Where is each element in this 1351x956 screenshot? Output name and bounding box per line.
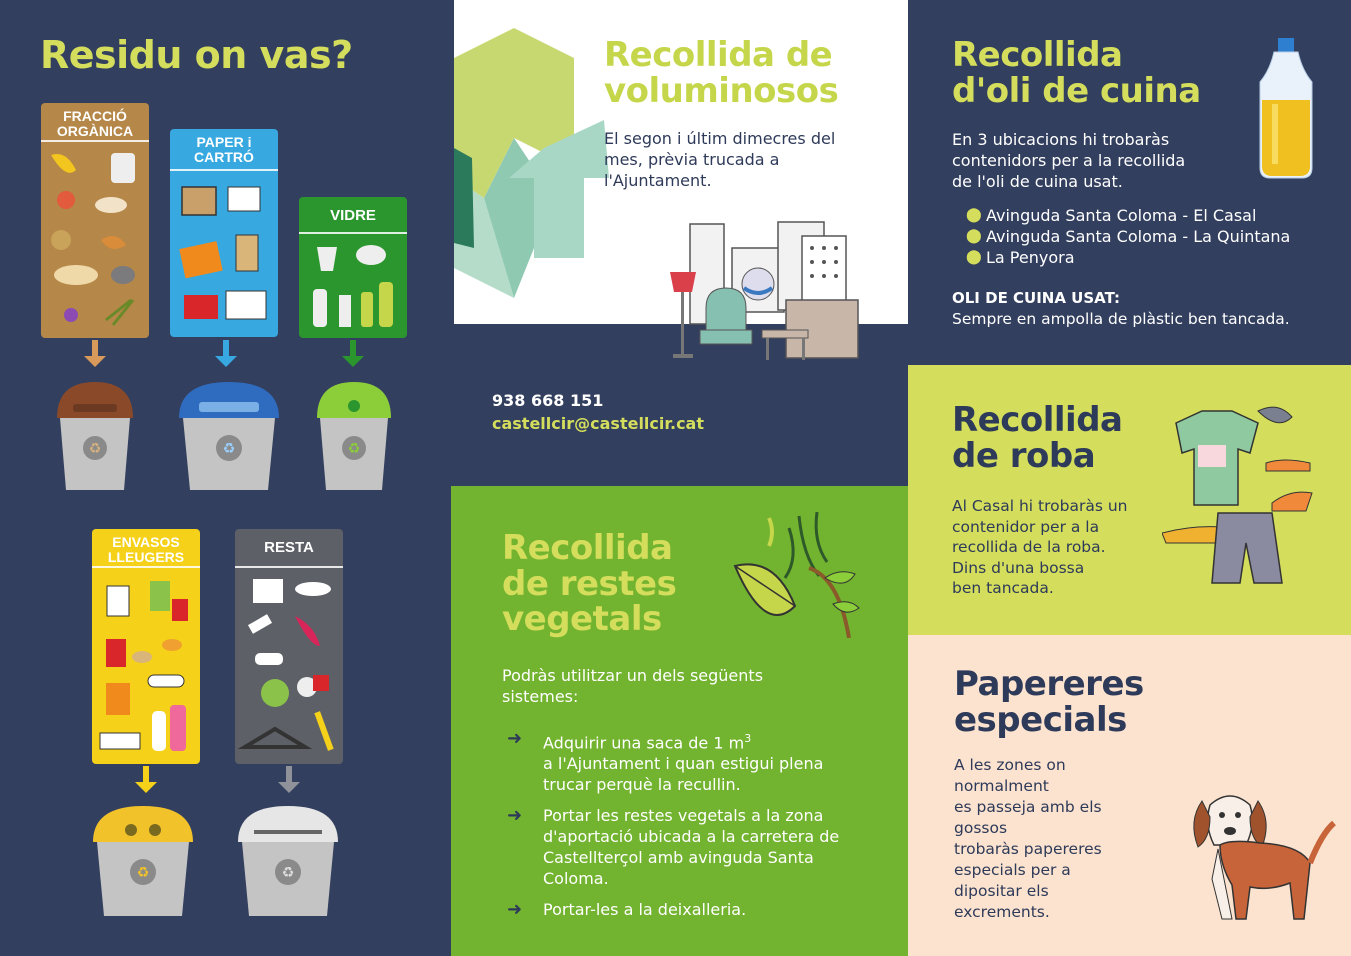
vegetals-panel — [451, 486, 908, 956]
oli-title: Recollida d'oli de cuina — [952, 35, 1201, 111]
vegetals-item — [507, 899, 887, 920]
clothes-icon — [1162, 403, 1322, 599]
vegetals-item-sup: 3 — [744, 732, 752, 745]
vegetals-item — [507, 728, 887, 795]
contact-phone[interactable]: 938 668 151 — [492, 391, 604, 410]
bag-label-vidre: VIDRE — [330, 207, 376, 224]
vegetals-item-rest: a l'Ajuntament i quan estigui plena trucar perquè la recullin. — [543, 754, 824, 795]
rest-waste-icon — [235, 571, 343, 761]
bag-label-envasos: ENVASOS LLEUGERS — [107, 534, 185, 565]
dog-icon — [1178, 785, 1338, 935]
svg-text:♻: ♻ — [222, 441, 236, 457]
papereres-body: A les zones on normalment es passeja amb els gossos trobaràs papereres especials per a dipositar els excrements. — [954, 756, 1102, 921]
arrow-down-icon — [338, 340, 368, 368]
roba-body: Al Casal hi trobaràs un contenidor per a la recollida de la roba. Dins d'una bossa ben tancada. — [952, 497, 1128, 597]
arrow-right-icon: ➜ — [507, 728, 523, 749]
organic-waste-icon — [41, 145, 149, 335]
bag-vidre — [299, 197, 407, 338]
arrow-right-icon: ➜ — [507, 805, 523, 827]
residu-title: Residu on vas? — [40, 33, 353, 77]
vegetals-item-text: Portar les restes vegetals a la zona d'aportació ubicada a la carretera de Castellterçol amb avinguda Santa Coloma. — [543, 806, 840, 889]
arrow-down-icon — [80, 340, 110, 368]
location-pin-icon: ⬤ — [966, 249, 982, 265]
recycle-arrows-icon — [454, 28, 624, 324]
green-bin-icon — [315, 380, 393, 495]
arrow-right-icon: ➜ — [507, 899, 523, 921]
bag-organica — [41, 103, 149, 338]
roba-title: Recollida de roba — [952, 400, 1123, 476]
bulky-furniture-icon — [668, 218, 864, 363]
oli-location — [966, 247, 1290, 268]
bag-label-paper: PAPER i CARTRÓ — [194, 134, 254, 165]
voluminosos-body: El segon i últim dimecres del mes, prèvia trucada a l'Ajuntament. — [604, 129, 836, 190]
vegetals-item-text: Portar-les a la deixalleria. — [543, 900, 747, 920]
packaging-waste-icon — [92, 571, 200, 761]
bag-resta — [235, 529, 343, 764]
oli-body: En 3 ubicacions hi trobaràs contenidors per a la recollida de l'oli de cuina usat. — [952, 130, 1186, 191]
svg-text:♻: ♻ — [136, 865, 150, 881]
oli-location-text: Avinguda Santa Coloma - El Casal — [986, 206, 1257, 225]
papereres-panel — [908, 635, 1351, 956]
paper-waste-icon — [170, 175, 278, 335]
oil-bottle-icon — [1258, 38, 1314, 180]
contact-email[interactable]: castellcir@castellcir.cat — [492, 414, 704, 433]
svg-text:♻: ♻ — [88, 441, 102, 457]
arrow-down-icon — [274, 766, 304, 794]
oli-locations — [966, 205, 1290, 268]
yellow-bin-icon — [91, 804, 196, 919]
location-pin-icon: ⬤ — [966, 207, 982, 223]
oli-note-body: Sempre en ampolla de plàstic ben tancada. — [952, 310, 1290, 328]
arrow-down-icon — [131, 766, 161, 794]
svg-text:♻: ♻ — [347, 441, 361, 457]
bag-label-resta: RESTA — [264, 539, 314, 556]
grey-bin-icon — [236, 804, 341, 919]
brown-bin-icon — [55, 380, 135, 495]
svg-text:♻: ♻ — [281, 865, 295, 881]
bag-label-organica: FRACCIÓ ORGÀNICA — [56, 108, 134, 139]
vegetals-item — [507, 805, 887, 889]
vegetals-title: Recollida de restes vegetals — [502, 528, 677, 640]
leaves-icon — [729, 508, 865, 638]
vegetals-intro: Podràs utilitzar un dels següents sistemes: — [502, 666, 764, 706]
oli-location — [966, 226, 1290, 247]
oli-location-text: Avinguda Santa Coloma - La Quintana — [986, 227, 1291, 246]
blue-bin-icon — [177, 380, 282, 495]
oli-location — [966, 205, 1290, 226]
vegetals-list — [507, 728, 887, 920]
arrow-down-icon — [211, 340, 241, 368]
papereres-title: Papereres especials — [954, 664, 1144, 740]
glass-waste-icon — [299, 237, 407, 337]
location-pin-icon: ⬤ — [966, 228, 982, 244]
bag-envasos — [92, 529, 200, 764]
oli-note-title: OLI DE CUINA USAT: — [952, 289, 1121, 307]
roba-panel — [908, 365, 1351, 635]
vegetals-item-text: Adquirir una saca de 1 m — [543, 733, 745, 753]
oli-location-text: La Penyora — [986, 248, 1075, 267]
bag-paper — [170, 129, 278, 337]
voluminosos-title: Recollida de voluminosos — [604, 35, 839, 111]
